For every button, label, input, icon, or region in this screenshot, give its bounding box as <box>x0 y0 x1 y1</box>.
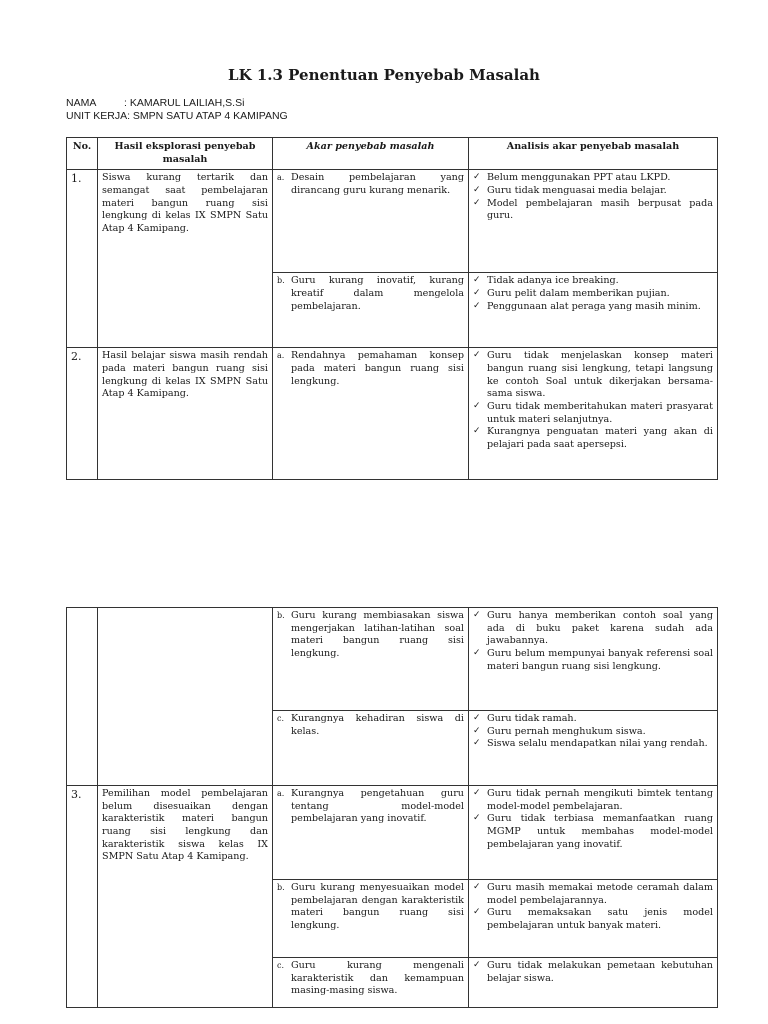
cause-text: Guru kurang menyesuaikan model pembelajaran dengan karakteristik materi bangun ruang sisi lengkung. <box>291 882 464 931</box>
header-akar-penyebab: Akar penyebab masalah <box>273 138 469 170</box>
analysis-list <box>473 960 713 985</box>
row-number: 3. <box>67 786 98 1008</box>
analysis-list <box>473 275 713 313</box>
analysis-item <box>473 610 713 648</box>
analisis-cell <box>469 170 718 273</box>
analysis-text: Guru pernah menghukum siswa. <box>487 725 646 737</box>
analysis-item <box>473 426 713 451</box>
analysis-list <box>473 788 713 851</box>
analysis-text: Guru tidak melakukan pemetaan kebutuhan belajar siswa. <box>487 960 713 984</box>
document-title: LK 1.3 Penentuan Penyebab Masalah <box>228 66 540 84</box>
check-icon: ✓ <box>473 738 481 749</box>
check-icon: ✓ <box>473 172 481 183</box>
check-icon: ✓ <box>473 960 481 970</box>
header-hasil-eksplorasi: Hasil eksplorasi penyebab masalah <box>98 138 273 170</box>
analysis-item <box>473 185 713 198</box>
cause-item <box>277 275 464 313</box>
cause-text: Kurangnya pengetahuan guru tentang model-model pembelajaran yang inovatif. <box>291 788 464 825</box>
cause-text: Guru kurang membiasakan siswa mengerjakan latihan-latihan soal materi bangun ruang sisi lengkung. <box>291 610 464 659</box>
analysis-item <box>473 713 713 726</box>
akar-penyebab-cell <box>273 273 469 348</box>
analysis-item <box>473 738 713 751</box>
analysis-text: Guru pelit dalam memberikan pujian. <box>487 287 670 299</box>
nama-value: : KAMARUL LAILIAH,S.Si <box>124 97 245 109</box>
analisis-cell <box>469 786 718 880</box>
analysis-list <box>473 713 713 751</box>
cause-item <box>277 610 464 661</box>
cause-item <box>277 882 464 933</box>
analysis-list <box>473 350 713 451</box>
hasil-eksplorasi-cell: Hasil belajar siswa masih rendah pada materi bangun ruang sisi lengkung di kelas IX SMPN Satu Atap 4 Kamipang. <box>98 348 273 480</box>
analysis-text: Guru tidak terbiasa memanfaatkan ruang MGMP untuk membahas model-model pembelajaran yang inovatif. <box>487 813 713 850</box>
cause-letter: b. <box>277 611 285 620</box>
analysis-text: Guru memaksakan satu jenis model pembelajaran untuk banyak materi. <box>487 907 713 931</box>
analysis-text: Siswa selalu mendapatkan nilai yang rendah. <box>487 738 708 750</box>
analysis-text: Guru tidak menjelaskan konsep materi bangun ruang sisi lengkung, tetapi langsung ke contoh Soal untuk dikerjakan bersama-sama siswa. <box>487 350 713 400</box>
cause-text: Kurangnya kehadiran siswa di kelas. <box>291 713 464 737</box>
table-row <box>67 786 718 880</box>
analysis-text: Model pembelajaran masih berpusat pada guru. <box>487 197 713 222</box>
analysis-item <box>473 813 713 851</box>
cause-letter: c. <box>277 714 285 723</box>
nama-line <box>66 97 244 109</box>
akar-penyebab-cell <box>273 170 469 273</box>
analysis-text: Kurangnya penguatan materi yang akan di pelajari pada saat apersepsi. <box>487 426 713 450</box>
check-icon: ✓ <box>473 275 481 286</box>
cause-letter: b. <box>277 276 285 286</box>
analysis-item <box>473 907 713 932</box>
analysis-item <box>473 882 713 907</box>
cause-text: Guru kurang mengenali karakteristik dan kemampuan masing-masing siswa. <box>291 960 464 997</box>
check-icon: ✓ <box>473 197 481 208</box>
akar-penyebab-cell <box>273 958 469 1008</box>
cause-text: Desain pembelajaran yang dirancang guru kurang menarik. <box>291 172 464 196</box>
check-icon: ✓ <box>473 713 481 723</box>
unit-kerja-label: UNIT KERJA: <box>66 110 130 122</box>
cause-item <box>277 960 464 998</box>
analysis-text: Guru belum mempunyai banyak referensi soal materi bangun ruang sisi lengkung. <box>487 647 713 672</box>
cause-item <box>277 788 464 826</box>
analysis-text: Guru tidak menguasai media belajar. <box>487 184 667 196</box>
cause-letter: a. <box>277 789 285 798</box>
analysis-text: Tidak adanya ice breaking. <box>487 275 619 287</box>
cause-item <box>277 172 464 197</box>
table-row <box>67 348 718 480</box>
unit-kerja-line <box>66 110 288 122</box>
table-header-row <box>67 138 718 170</box>
check-icon: ✓ <box>473 907 481 918</box>
akar-penyebab-cell <box>273 608 469 711</box>
analysis-item <box>473 960 713 985</box>
analysis-text: Guru tidak ramah. <box>487 713 577 724</box>
check-icon: ✓ <box>473 647 481 658</box>
table-row <box>67 608 718 711</box>
hasil-eksplorasi-cell: Pemilihan model pembelajaran belum disesuaikan dengan karakteristik materi bangun ruang sisi lengkung dan karakteristik siswa kelas IX SMPN Satu Atap 4 Kamipang. <box>98 786 273 1008</box>
table-row <box>67 170 718 273</box>
hasil-eksplorasi-cell: Siswa kurang tertarik dan semangat saat pembelajaran materi bangun ruang sisi lengkung di kelas IX SMPN Satu Atap 4 Kamipang. <box>98 170 273 348</box>
analisis-cell <box>469 880 718 958</box>
analysis-item <box>473 275 713 288</box>
cause-item <box>277 713 464 738</box>
akar-penyebab-cell <box>273 348 469 480</box>
analysis-text: Guru tidak memberitahukan materi prasyarat untuk materi selanjutnya. <box>487 400 713 425</box>
hasil-eksplorasi-cell <box>98 608 273 786</box>
analysis-item <box>473 401 713 426</box>
row-number: 1. <box>67 170 98 348</box>
check-icon: ✓ <box>473 813 481 824</box>
cause-letter: b. <box>277 883 285 892</box>
check-icon: ✓ <box>473 287 481 298</box>
check-icon: ✓ <box>473 426 481 437</box>
check-icon: ✓ <box>473 725 481 736</box>
analysis-item <box>473 648 713 673</box>
cause-table-page-2 <box>66 607 718 1008</box>
check-icon: ✓ <box>473 350 481 361</box>
unit-kerja-value: SMPN SATU ATAP 4 KAMIPANG <box>132 110 288 122</box>
analisis-cell <box>469 273 718 348</box>
cause-text: Rendahnya pemahaman konsep pada materi bangun ruang sisi lengkung. <box>291 350 464 387</box>
akar-penyebab-cell <box>273 711 469 786</box>
analisis-cell <box>469 348 718 480</box>
row-number <box>67 608 98 786</box>
analysis-item <box>473 350 713 401</box>
header-analisis: Analisis akar penyebab masalah <box>469 138 718 170</box>
analysis-item <box>473 172 713 185</box>
cause-item <box>277 350 464 388</box>
analysis-item <box>473 301 713 314</box>
cause-letter: a. <box>277 173 285 183</box>
check-icon: ✓ <box>473 300 481 311</box>
row-number: 2. <box>67 348 98 480</box>
check-icon: ✓ <box>473 184 481 195</box>
analisis-cell <box>469 958 718 1008</box>
analysis-item <box>473 288 713 301</box>
check-icon: ✓ <box>473 400 481 411</box>
cause-letter: c. <box>277 961 285 970</box>
cause-text: Guru kurang inovatif, kurang kreatif dalam mengelola pembelajaran. <box>291 275 464 312</box>
analysis-text: Penggunaan alat peraga yang masih minim. <box>487 300 701 312</box>
cause-letter: a. <box>277 351 285 361</box>
akar-penyebab-cell <box>273 786 469 880</box>
analysis-text: Guru hanya memberikan contoh soal yang ada di buku paket karena sudah ada jawabannya. <box>487 610 713 647</box>
analysis-item <box>473 726 713 739</box>
analisis-cell <box>469 608 718 711</box>
analysis-list <box>473 882 713 933</box>
check-icon: ✓ <box>473 788 481 798</box>
nama-label: NAMA <box>66 97 97 109</box>
analysis-text: Belum menggunakan PPT atau LKPD. <box>487 172 671 184</box>
check-icon: ✓ <box>473 610 481 620</box>
analysis-text: Guru masih memakai metode ceramah dalam model pembelajarannya. <box>487 882 713 906</box>
analysis-item <box>473 788 713 813</box>
analisis-cell <box>469 711 718 786</box>
cause-table-page-1 <box>66 137 718 480</box>
analysis-list <box>473 172 713 223</box>
analysis-text: Guru tidak pernah mengikuti bimtek tentang model-model pembelajaran. <box>487 788 713 812</box>
check-icon: ✓ <box>473 882 481 892</box>
analysis-list <box>473 610 713 673</box>
header-no: No. <box>67 138 98 170</box>
akar-penyebab-cell <box>273 880 469 958</box>
analysis-item <box>473 198 713 223</box>
